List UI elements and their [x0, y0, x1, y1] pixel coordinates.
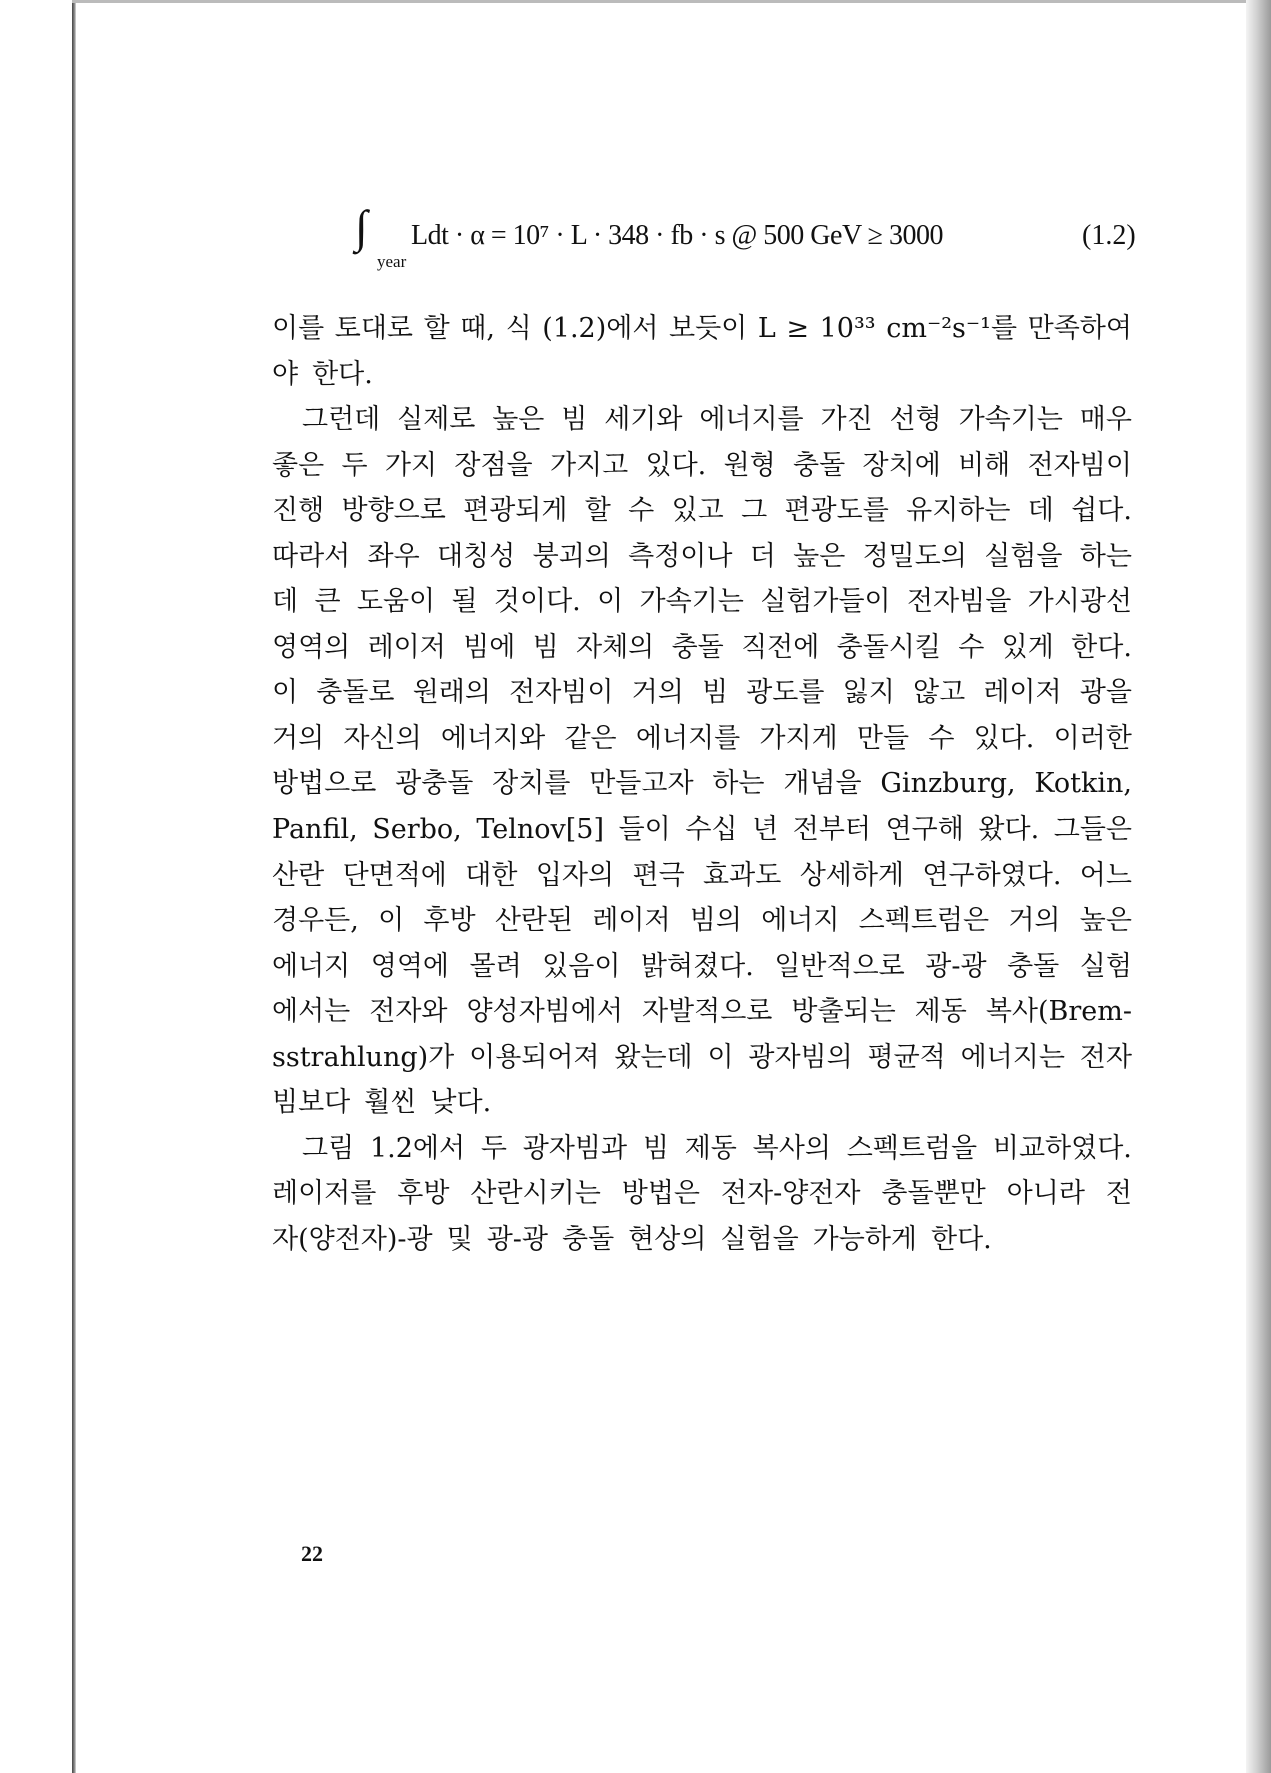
word: 현상의	[628, 1223, 707, 1255]
word: 제동	[914, 996, 967, 1028]
word: 매우	[1079, 404, 1132, 436]
word: 연구하였다.	[922, 859, 1062, 891]
word: 빔	[532, 631, 559, 663]
word: 복사의	[752, 1132, 831, 1164]
text-line	[272, 670, 1132, 716]
word: 영역의	[272, 631, 351, 663]
word: 가속기는	[639, 586, 744, 618]
word: 가시광선	[1027, 586, 1132, 618]
text-line	[272, 853, 1132, 899]
word: 그림	[302, 1132, 355, 1164]
word: 가지고	[549, 449, 629, 481]
word: 입자의	[535, 859, 615, 891]
word: 스펙트럼은	[858, 905, 990, 937]
text-line	[272, 898, 1132, 944]
word: 광충돌	[395, 768, 474, 800]
word: 양성자빔에서	[466, 996, 623, 1028]
word: 쉽다.	[1071, 495, 1132, 527]
word: 있음이	[542, 950, 621, 982]
word: 원래의	[412, 677, 491, 709]
word: 왔다.	[978, 814, 1040, 846]
word: 광-광	[486, 1223, 548, 1255]
word: 좌우	[367, 540, 420, 572]
word: 수십	[685, 814, 738, 846]
word: 수	[628, 495, 655, 527]
word: 실험을	[720, 1223, 799, 1255]
text-line	[272, 306, 1132, 352]
word: 그	[741, 495, 768, 527]
text-line	[272, 443, 1132, 489]
word: 충돌	[562, 1223, 615, 1255]
word: 장치를	[492, 768, 571, 800]
word: 이	[707, 1041, 734, 1073]
word: 단면적에	[342, 859, 447, 891]
word: 1.2에서	[369, 1132, 466, 1164]
text-line	[272, 1217, 1132, 1263]
word: 광자빔의	[748, 1041, 853, 1073]
word: 제동	[684, 1132, 737, 1164]
word: 가지	[384, 449, 438, 481]
word: Panfil,	[272, 814, 358, 846]
word: 레이저	[983, 677, 1062, 709]
word: 토대로	[334, 313, 414, 344]
word: 산란시키는	[470, 1178, 601, 1210]
word: 실험	[1079, 950, 1132, 982]
equation-body: Ldt · α = 10⁷ · L · 348 · fb · s @ 500 GeV ≥ 3000	[411, 220, 944, 251]
paragraph-1	[272, 306, 1132, 397]
word: 장치에	[862, 449, 941, 481]
word: 편광되게	[463, 495, 568, 527]
word: 선형	[889, 404, 942, 436]
word: 충돌	[793, 449, 846, 481]
word: 데	[272, 586, 299, 618]
word: 높은	[492, 404, 545, 436]
word: 거의	[272, 722, 325, 754]
word: 잃지	[842, 677, 895, 709]
word: 개념을	[783, 768, 862, 800]
integral-sign: ∫	[355, 201, 368, 252]
word: 후방	[397, 1178, 450, 1210]
word: 만족하여	[1027, 313, 1132, 344]
page-number: 22	[301, 1541, 323, 1566]
word: 이	[272, 677, 299, 709]
word: 광을	[1079, 677, 1132, 709]
word: 보듯이	[669, 313, 748, 344]
word: 충돌	[1007, 950, 1060, 982]
word: 한다.	[312, 358, 373, 390]
word: 방법은	[621, 1178, 700, 1210]
word: 낮다.	[430, 1087, 492, 1119]
word: 편광도를	[784, 495, 889, 527]
word: 및	[446, 1223, 473, 1255]
equation-number: (1.2)	[1082, 220, 1136, 251]
word: 거의	[1008, 905, 1061, 937]
word: 평균적	[867, 1041, 946, 1073]
word: 대한	[465, 859, 518, 891]
word: 자신의	[343, 722, 422, 754]
word: 빔	[642, 1132, 669, 1164]
paragraph-3	[272, 1126, 1132, 1263]
word: 높은	[1079, 905, 1132, 937]
word: 아니라	[1006, 1178, 1085, 1210]
word: 빔	[701, 677, 729, 709]
text-line	[272, 488, 1132, 534]
word: ≥	[786, 313, 810, 344]
word: 자체의	[576, 631, 655, 663]
word: 식	[505, 313, 532, 344]
word: 충돌로	[316, 677, 395, 709]
word: 빔의	[689, 905, 742, 937]
word: 년	[752, 814, 779, 846]
word: 에서는	[272, 996, 351, 1028]
word: 방향으로	[341, 495, 446, 527]
word: 실험가들이	[760, 586, 891, 618]
word: 이	[378, 905, 405, 937]
text-line	[272, 625, 1132, 671]
word: 좋은	[272, 449, 325, 481]
word: 만들고자	[589, 768, 694, 800]
word: 에너지	[272, 950, 351, 982]
word: sstrahlung)가	[272, 1041, 455, 1073]
word: 이용되어져	[469, 1041, 600, 1073]
word: 만들	[856, 722, 910, 754]
word: 들이	[618, 814, 671, 846]
word: 정밀도의	[862, 540, 967, 572]
word: 자발적으로	[641, 996, 773, 1028]
text-line	[272, 1080, 1132, 1126]
word: 가속기는	[958, 404, 1063, 436]
word: 더	[749, 540, 776, 572]
word: 가진	[820, 404, 873, 436]
word: 연구해	[885, 814, 964, 846]
word: Ginzburg,	[880, 768, 1016, 800]
text-line	[272, 579, 1132, 625]
text-line	[272, 807, 1132, 853]
word: 이러한	[1053, 722, 1132, 754]
word: 한다.	[1071, 631, 1132, 663]
word: 유지하는	[906, 495, 1011, 527]
word: 두	[480, 1132, 507, 1164]
word: 직전에	[741, 631, 820, 663]
text-line	[272, 352, 1132, 398]
word: 방출되는	[791, 996, 896, 1028]
word: 전자	[1079, 1041, 1132, 1073]
word: 왔는데	[614, 1041, 693, 1073]
text-line	[272, 1171, 1132, 1217]
text-line	[272, 989, 1132, 1035]
word: 실제로	[397, 404, 476, 436]
word: 비해	[958, 449, 1011, 481]
word: 전부터	[792, 814, 872, 846]
word: 10³³	[819, 313, 876, 344]
word: 후방	[423, 905, 476, 937]
word: 수	[958, 631, 985, 663]
word: 방법으로	[272, 768, 377, 800]
word: 광자빔과	[522, 1132, 628, 1164]
word: 충돌뿐만	[881, 1178, 986, 1210]
word: 전자와	[369, 996, 448, 1028]
word: 빔보다	[272, 1087, 351, 1119]
body-text	[272, 306, 1132, 1262]
word: 두	[341, 449, 368, 481]
word: L	[757, 313, 776, 344]
word: 가지게	[759, 722, 838, 754]
word: 야	[272, 358, 299, 390]
word: 전자빔이	[509, 677, 614, 709]
word: 전	[1105, 1178, 1132, 1210]
word: 에너지와	[440, 722, 546, 754]
word: 전자빔을	[906, 586, 1012, 618]
word: 빔	[561, 404, 588, 436]
word: cm⁻²s⁻¹를	[886, 313, 1018, 344]
word: 한다.	[931, 1223, 992, 1255]
text-line	[272, 397, 1132, 443]
word: 수	[928, 722, 955, 754]
word: 충돌시킬	[836, 631, 941, 663]
equation-1-2	[355, 201, 1136, 282]
text-line	[272, 716, 1132, 762]
word: 할	[584, 495, 611, 527]
word: 높은	[793, 540, 846, 572]
word: 때,	[460, 313, 495, 344]
text-line	[272, 761, 1132, 807]
text-line	[272, 1035, 1132, 1081]
word: 산란	[272, 859, 325, 891]
word: 원형	[723, 449, 776, 481]
word: 않고	[912, 677, 966, 709]
word: 대칭성	[437, 540, 516, 572]
text-line	[272, 944, 1132, 990]
word: 가능하게	[812, 1223, 917, 1255]
word: 할	[423, 313, 450, 344]
word: 경우든,	[272, 905, 359, 937]
word: 것이다.	[493, 586, 581, 618]
word: 실험을	[984, 540, 1063, 572]
word: 효과도	[703, 859, 782, 891]
word: Telnov[5]	[476, 814, 605, 846]
page-right-shadow	[1246, 0, 1271, 1773]
word: 있게	[1001, 631, 1054, 663]
word: 충돌	[671, 631, 724, 663]
word: 붕괴의	[532, 540, 611, 572]
word: 진행	[272, 495, 325, 527]
word: 따라서	[272, 540, 351, 572]
word: 에너지를	[699, 404, 804, 436]
word: 하는	[1079, 540, 1132, 572]
word: 그런데	[302, 404, 381, 436]
word: (1.2)에서	[542, 313, 659, 344]
word: 일반적으로	[774, 950, 905, 982]
word: 어느	[1079, 859, 1132, 891]
word: 같은	[564, 722, 617, 754]
word: 에너지	[761, 905, 840, 937]
word: Kotkin,	[1034, 768, 1132, 800]
word: 전자-양전자	[720, 1178, 861, 1210]
word: 있고	[671, 495, 724, 527]
word: 레이저	[592, 905, 671, 937]
paragraph-2	[272, 397, 1132, 1126]
word: 영역에	[370, 950, 449, 982]
word: 에너지를	[635, 722, 741, 754]
word: 레이저를	[272, 1178, 377, 1210]
word: 거의	[631, 677, 684, 709]
word: 비교하였다.	[992, 1132, 1132, 1164]
word: 훨씬	[364, 1087, 417, 1119]
word: 있다.	[645, 449, 707, 481]
word: 장점을	[454, 449, 533, 481]
word: 스펙트럼을	[846, 1132, 978, 1164]
text-line	[272, 1126, 1132, 1172]
word: 밝혀졌다.	[640, 950, 754, 982]
word: 도움이	[356, 586, 436, 618]
word: 편극	[632, 859, 685, 891]
word: 있다.	[973, 722, 1035, 754]
word: 데	[1027, 495, 1054, 527]
word: 빔에	[463, 631, 516, 663]
word: 측정이나	[628, 540, 733, 572]
word: 에너지는	[960, 1041, 1065, 1073]
word: 될	[451, 586, 478, 618]
word: 레이저	[367, 631, 446, 663]
word: Serbo,	[372, 814, 462, 846]
word: 전자빔이	[1027, 449, 1132, 481]
word: 하는	[712, 768, 765, 800]
word: 이	[597, 586, 624, 618]
word: 세기와	[604, 404, 683, 436]
word: 광도를	[746, 677, 825, 709]
integral-subscript: year	[377, 252, 407, 271]
word: 상세하게	[799, 859, 905, 891]
word: 복사(Brem-	[985, 996, 1132, 1028]
word: 몰려	[469, 950, 522, 982]
word: 산란된	[494, 905, 574, 937]
word: 광-광	[925, 950, 987, 982]
word: 자(양전자)-광	[272, 1223, 433, 1255]
text-line	[272, 534, 1132, 580]
word: 그들은	[1053, 814, 1132, 846]
word: 이를	[272, 313, 325, 344]
word: 큰	[314, 586, 341, 618]
